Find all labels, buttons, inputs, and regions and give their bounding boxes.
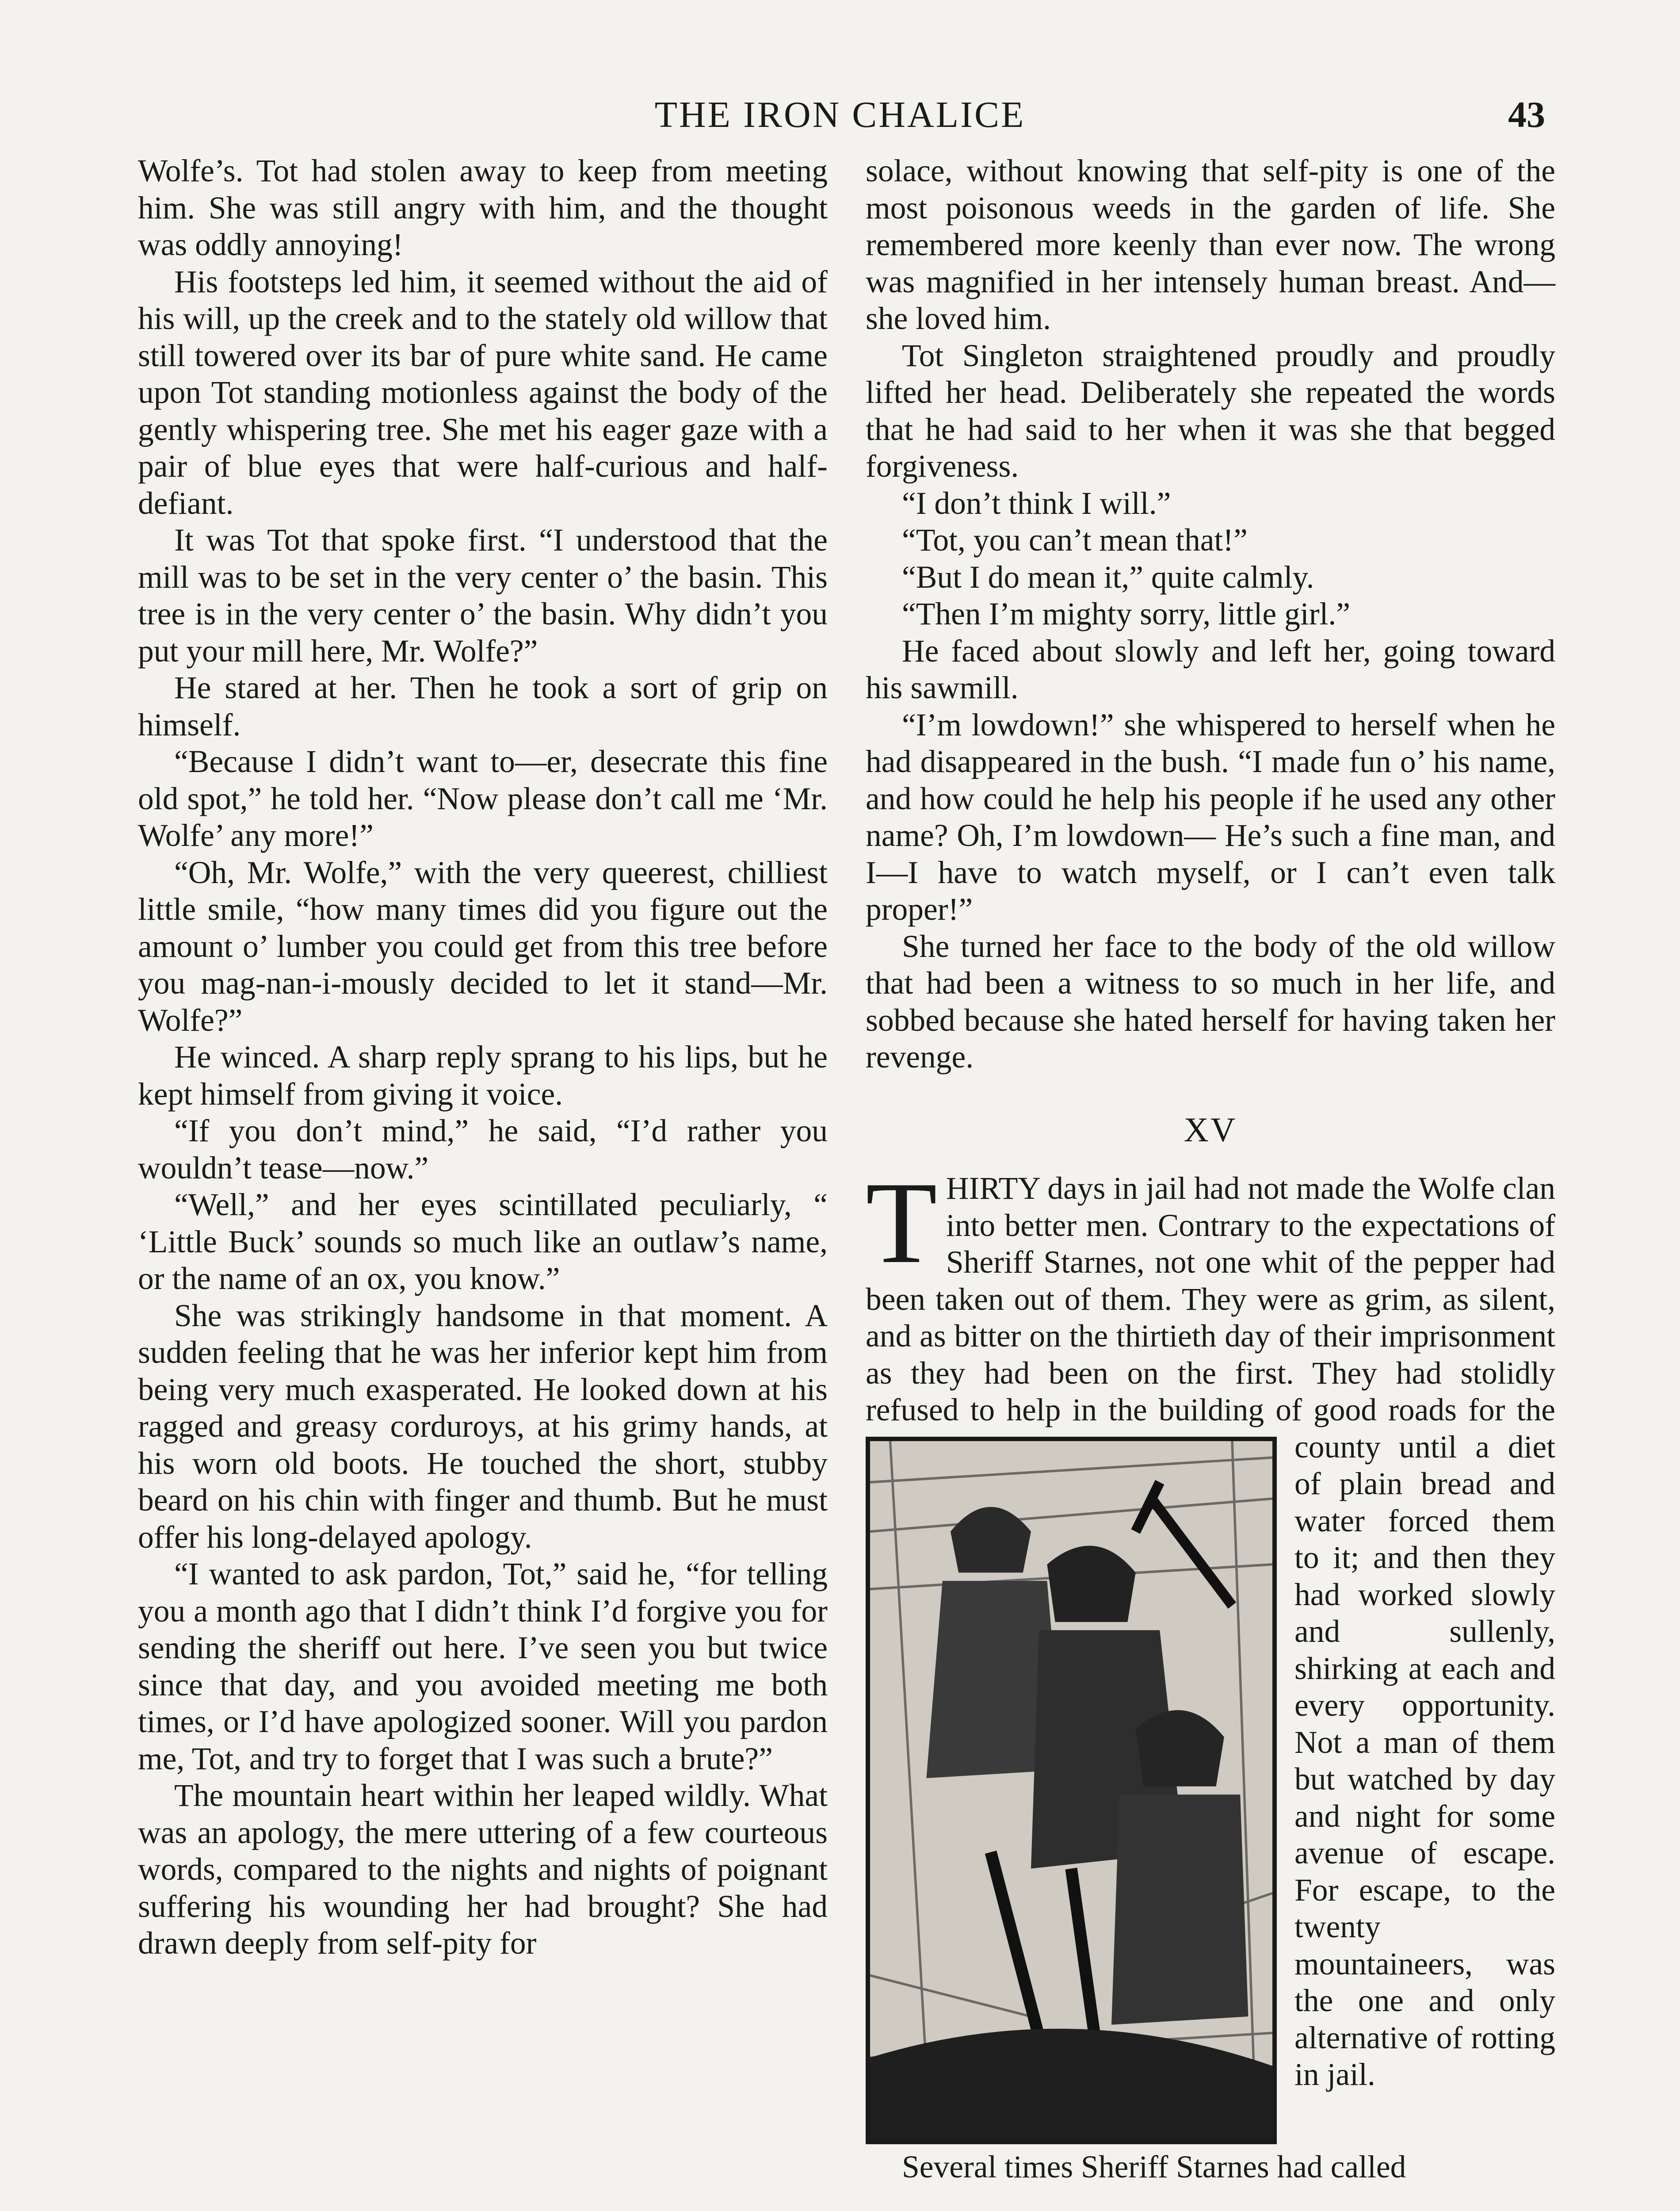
chapter-first-paragraph: [866, 1158, 1555, 2093]
right-column: [866, 153, 1555, 2185]
paragraph: “I wanted to ask pardon, Tot,” said he, “for telling you a month ago that I didn’t think I’d forgive you for sending the sheriff out here. I’ve seen you but twice since that day, and you avoided meeting me both times, or I’d have apologized sooner. Will you pardon me, Tot, and try to forget that I was such a brute?”: [138, 1557, 828, 1776]
running-title: THE IRON CHALICE: [654, 94, 1026, 135]
page-number: 43: [1508, 94, 1545, 135]
paragraph: “I don’t think I will.”: [902, 486, 1171, 521]
paragraph: She turned her face to the body of the old willow that had been a witness to so much in her life, and sobbed because she hated herself for having taken her revenge.: [866, 929, 1555, 1075]
paragraph: “I’m lowdown!” she whispered to herself when he had disappeared in the bush. “I made fun o’ his name, and how could he help his people if he used any other name? Oh, I’m lowdown— He’s such a fine man, and I—I have to watch myself, or I can’t even talk proper!”: [866, 707, 1555, 927]
paragraph: “Well,” and her eyes scintillated peculiarly, “ ‘Little Buck’ sounds so much like an outlaw’s name, or the name of an ox, you know.”: [138, 1187, 828, 1296]
chapter-opening: [866, 1158, 1555, 2093]
paragraph: It was Tot that spoke first. “I understood that the mill was to be set in the very center o’ the basin. This tree is in the very center o’ the basin. Why didn’t you put your mill here, Mr. Wolfe?”: [138, 523, 828, 669]
paragraph: “But I do mean it,” quite calmly.: [902, 559, 1314, 595]
paragraph: He stared at her. Then he took a sort of grip on himself.: [138, 670, 828, 742]
paragraph-text-beside-illustration: for the county until a diet of plain bread and water forced them to it; and then they had worked slowly and sullenly, shirking at each and every opportunity. Not a man of them but watched by day and night for some avenue of escape. For escape, to the twenty mountaineers, was the one and only alternative of rotting in jail.: [1294, 1392, 1555, 2092]
paragraph: “Tot, you can’t mean that!”: [902, 523, 1248, 558]
paragraph: “Because I didn’t want to—er, desecrate this fine old spot,” he told her. “Now please don’t call me ‘Mr. Wolfe’ any more!”: [138, 744, 828, 853]
paragraph: Tot Singleton straightened proudly and proudly lifted her head. Deliberately she repeated the words that he had said to her when it was she that begged forgiveness.: [866, 338, 1555, 484]
paragraph: Several times Sheriff Starnes had called: [902, 2149, 1406, 2184]
paragraph: “If you don’t mind,” he said, “I’d rather you wouldn’t tease—now.”: [138, 1113, 828, 1186]
paragraph: “Then I’m mighty sorry, little girl.”: [902, 597, 1350, 631]
chapter-heading: XV: [1184, 1110, 1237, 1149]
page-header: [0, 91, 1680, 139]
paragraph: He winced. A sharp reply sprang to his lips, but he kept himself from giving it voice.: [138, 1040, 828, 1112]
paragraph: He faced about slowly and left her, going toward his sawmill.: [866, 633, 1555, 705]
woodcut-illustration-prisoners-digging: [866, 1437, 1277, 2144]
paragraph: She was strikingly handsome in that moment. A sudden feeling that he was her inferior kept him from being very much exasperated. He looked down at his ragged and greasy corduroys, at his grimy hands, at his worn old boots. He touched the short, stubby beard on his chin with finger and thumb. But he must offer his long-delayed apology.: [138, 1298, 828, 1555]
woodcut-drawing: [870, 1441, 1272, 2140]
left-column: [138, 153, 828, 1962]
paragraph-text-before-illustration: HIRTY days in jail had not made the Wolfe clan into better men. Contrary to the expectations of Sheriff Starnes, not one whit of the pepper had been taken out of them. They were as grim, as silent, and as bitter on the thirtieth day of their imprisonment as they had been on the first. They had stolidly refused to help in the building of good roads: [866, 1171, 1555, 1427]
paragraph: His footsteps led him, it seemed without the aid of his will, up the creek and to the stately old willow that still towered over its bar of pure white sand. He came upon Tot standing motionless against the body of the gently whispering tree. She met his eager gaze with a pair of blue eyes that were half-curious and half-defiant.: [138, 264, 828, 521]
drop-cap: T: [866, 1158, 937, 1288]
paragraph: solace, without knowing that self-pity is one of the most poisonous weeds in the garden of life. She remembered more keenly than ever now. The wrong was magnified in her intensely human breast. And—she loved him.: [866, 153, 1555, 336]
paragraph: Wolfe’s. Tot had stolen away to keep from meeting him. She was still angry with him, and the thought was oddly annoying!: [138, 153, 828, 262]
paragraph: The mountain heart within her leaped wildly. What was an apology, the mere uttering of a few courteous words, compared to the nights and nights of poignant suffering his wounding her had brought? She had drawn deeply from self-pity for: [138, 1778, 828, 1961]
paragraph: “Oh, Mr. Wolfe,” with the very queerest, chilliest little smile, “how many times did you figure out the amount o’ lumber you could get from this tree before you mag-nan-i-mously decided to let it stand—Mr. Wolfe?”: [138, 855, 828, 1038]
